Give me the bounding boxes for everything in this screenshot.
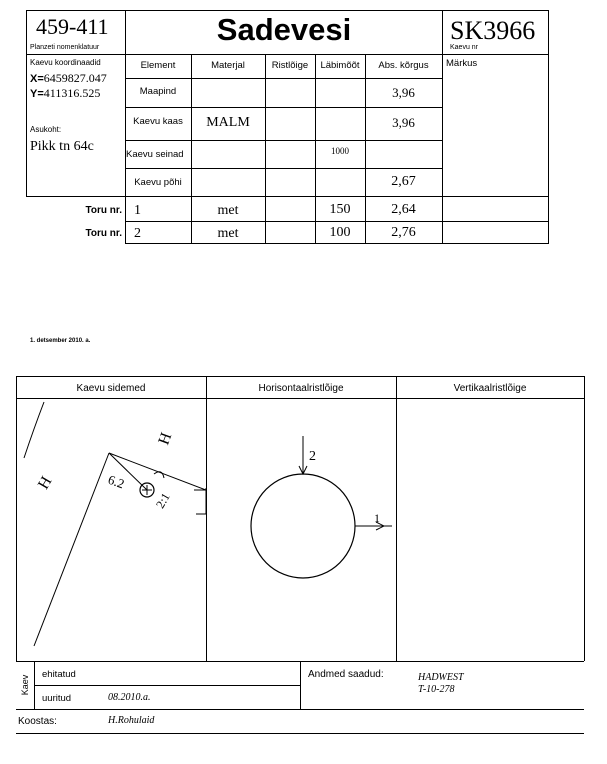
document-date: 1. detsember 2010. a.	[30, 338, 91, 344]
coordinates-label: Kaevu koordinaadid	[30, 58, 101, 67]
row-element: Kaevu põhi	[134, 177, 182, 188]
pipe2-label: 2	[309, 449, 316, 464]
sheet-number: 459-411	[36, 14, 109, 39]
pipe-number: 1	[134, 203, 141, 218]
row-height: 3,96	[392, 85, 415, 100]
col-header-material: Materjal	[211, 60, 245, 71]
surveyed-value: 08.2010.a.	[108, 692, 151, 703]
building-corner	[194, 488, 206, 514]
row-height: 3,96	[392, 115, 415, 130]
pipe-diameter: 150	[329, 202, 351, 217]
links-sketch	[16, 398, 206, 660]
section-horizontal-title: Horisontaalristlõige	[258, 383, 344, 394]
kaev-label: Kaev	[20, 674, 30, 696]
pipe-label: Toru nr.	[85, 228, 122, 239]
author-value: H.Rohulaid	[108, 715, 155, 726]
coordinate-x-label: X=	[30, 73, 44, 85]
coordinate-x-value: 6459827.047	[43, 71, 107, 85]
data-source-value: HADWEST	[418, 672, 464, 683]
sheet-label: Planzeti nomenklatuur	[30, 44, 100, 51]
data-source-label: Andmed saadud:	[308, 669, 384, 680]
col-header-element: Element	[140, 60, 176, 71]
row-element: Kaevu kaas	[133, 116, 183, 127]
pipe-material: met	[217, 226, 239, 241]
built-label: ehitatud	[42, 669, 76, 680]
row-element: Maapind	[139, 86, 177, 97]
section-vertical-title: Vertikaalristlõige	[453, 383, 527, 394]
address-label: Asukoht:	[30, 125, 62, 134]
coordinate-y	[30, 86, 100, 101]
left-street-label: H	[34, 473, 56, 493]
surveyed-label: uuritud	[42, 693, 72, 704]
pipe-height: 2,76	[391, 225, 416, 240]
horizontal-section-sketch	[206, 398, 396, 660]
well-label: Kaevu nr	[450, 44, 479, 51]
distance-label: 6.2	[106, 471, 127, 492]
street-line-left	[24, 402, 44, 458]
section-links-title: Kaevu sidemed	[76, 383, 146, 394]
address-value: Pikk tn 64c	[30, 139, 94, 154]
pipe-height: 2,64	[391, 202, 416, 217]
well-id: SK3966	[450, 16, 536, 45]
pipe-arc	[154, 472, 164, 478]
pipe1-label: 1	[374, 511, 380, 525]
row-height: 2,67	[391, 174, 416, 189]
row-element: Kaevu seinad	[126, 149, 184, 160]
data-source-ref: T-10-278	[418, 684, 455, 695]
pipe-label: Toru nr.	[85, 205, 122, 216]
col-header-cross: Ristlõige	[271, 60, 309, 71]
coordinate-x	[30, 71, 107, 86]
page-title: Sadevesi	[216, 12, 352, 47]
col-header-diameter: Läbimõõt	[320, 60, 360, 71]
row-material: MALM	[206, 115, 250, 130]
coordinate-y-label: Y=	[30, 88, 44, 100]
well-wall-circle	[251, 474, 355, 578]
row-diameter: 1000	[331, 146, 349, 156]
pipe-ratio-label: 2:1	[152, 490, 173, 511]
author-label: Koostas:	[18, 716, 57, 727]
col-header-height: Abs. kõrgus	[378, 60, 429, 71]
pipe-number: 2	[134, 226, 141, 241]
pipe-diameter: 100	[329, 225, 351, 240]
top-street-label: H	[155, 430, 176, 448]
pipe-material: met	[217, 203, 239, 218]
col-header-remark: Märkus	[446, 58, 478, 69]
coordinate-y-value: 411316.525	[43, 86, 101, 100]
